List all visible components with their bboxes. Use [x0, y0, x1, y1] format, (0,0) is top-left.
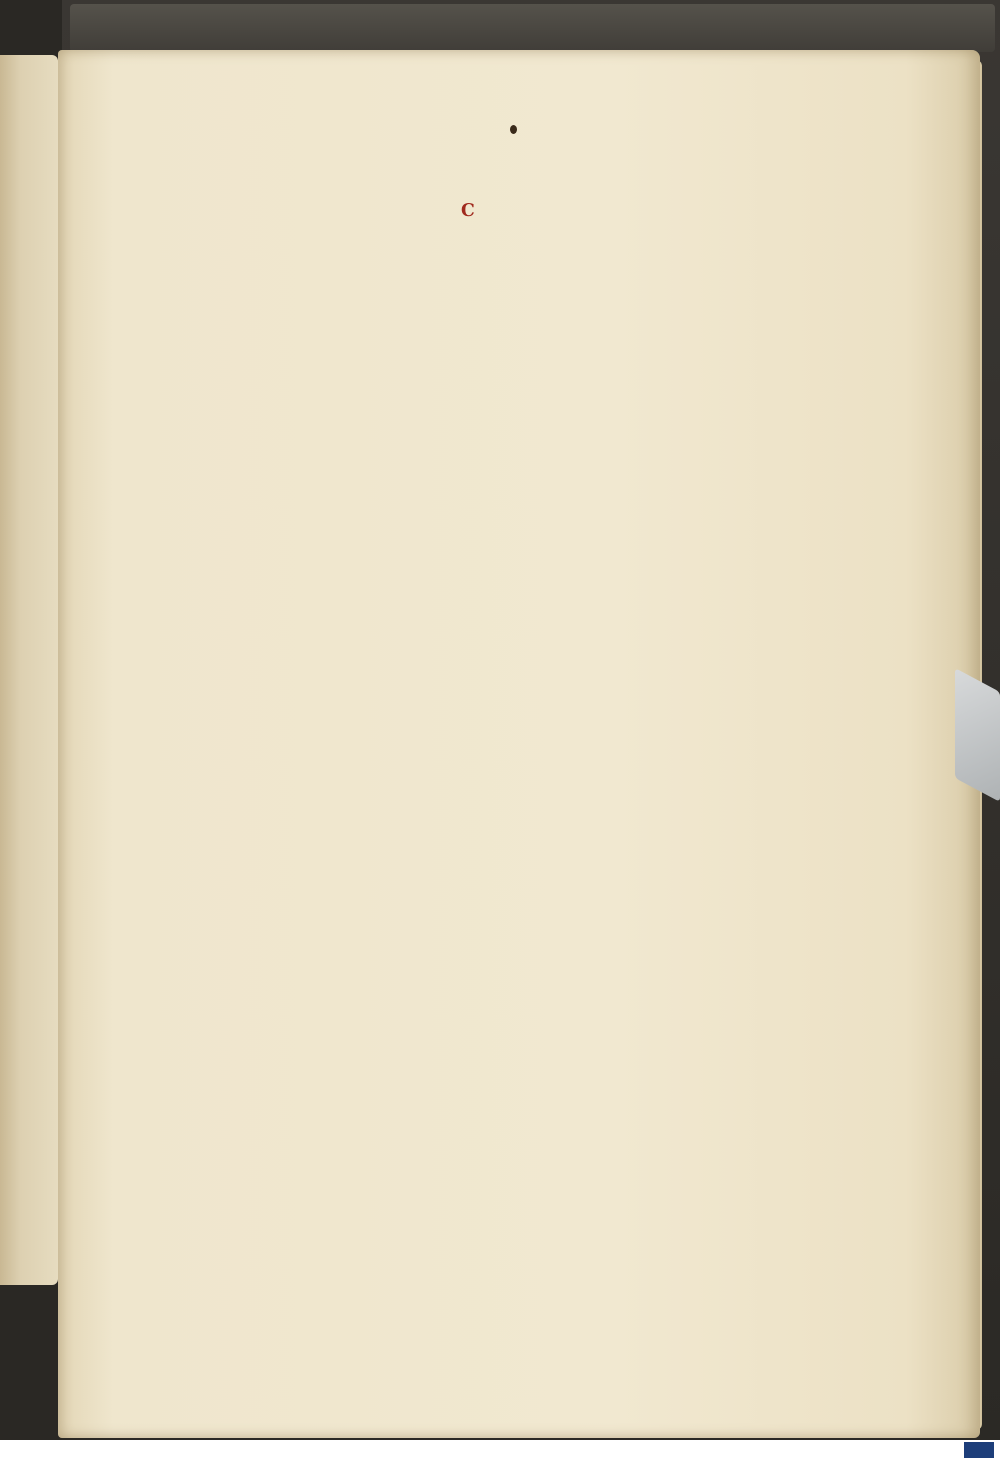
- initial-letter: C: [461, 201, 475, 221]
- binding-hole: [510, 125, 517, 134]
- page-text-block: [178, 193, 768, 279]
- bookmark-slip: [955, 668, 1000, 802]
- footer-bar: [0, 1440, 1000, 1461]
- dfg-logo-icon: [964, 1442, 994, 1458]
- section-heading: [178, 193, 768, 279]
- heading-right-text-1: [461, 201, 474, 222]
- previous-page-sliver: [0, 55, 58, 1285]
- book-cover-edge: [70, 4, 995, 52]
